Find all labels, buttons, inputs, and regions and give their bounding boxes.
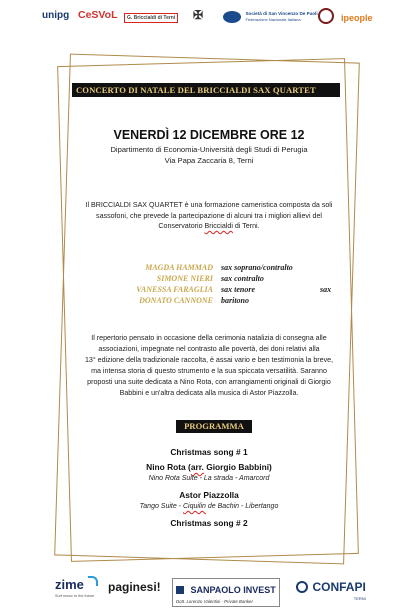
zime-logo-text: zime bbox=[55, 577, 84, 592]
venue-address: Via Papa Zaccaria 8, Terni bbox=[164, 156, 254, 165]
program-song-2: Christmas song # 2 bbox=[170, 518, 248, 528]
zime-tagline: Surf music to the future bbox=[55, 594, 95, 598]
zime-logo bbox=[55, 576, 98, 598]
piazzolla-sub-post: de Bachin - Libertango bbox=[205, 503, 279, 510]
sanpaolo-logo-text: SANPAOLO INVEST bbox=[190, 584, 276, 595]
briccialdi-logo-text: G. Briccialdi di Terni bbox=[127, 15, 176, 21]
performer-name: SIMONE NIERI bbox=[156, 274, 213, 283]
piazzolla-spell-word: Ciquilin bbox=[182, 503, 206, 510]
program-piazzolla: Astor Piazzolla bbox=[179, 490, 239, 500]
performer-role: sax contralto bbox=[221, 274, 264, 283]
intro-line-3 bbox=[60, 221, 358, 231]
performer-role: sax tenore bbox=[221, 285, 255, 294]
intro-line-3-post: di Terni. bbox=[232, 222, 260, 230]
description-line: 13° edizione della tradizionale raccolta, è assai vario e ben testimonia la breve, bbox=[84, 356, 334, 364]
sanpaolo-subtitle: Dott. Lorenzo Valentini - Private Banker bbox=[176, 599, 253, 604]
intro-line-1: Il BRICCIALDI SAX QUARTET è una formazione cameristica composta da soli bbox=[85, 201, 333, 209]
description-line: Babbini e un'altra dedicata alla musica di Astor Piazzolla. bbox=[119, 389, 299, 397]
piazzolla-sub-pre: Tango Suite - bbox=[139, 503, 183, 510]
cesvol-logo-text: CeSVoL bbox=[78, 9, 118, 21]
zime-swoosh-icon bbox=[88, 576, 98, 586]
description-line: Il repertorio pensato in occasione della cerimonia natalizia di consegna alle bbox=[91, 334, 327, 342]
performer-name: VANESSA FARAGLIA bbox=[136, 285, 213, 294]
intro-line-2: sassofoni, che prevede la partecipazione di alcuni tra i migliori allievi del bbox=[96, 211, 322, 220]
program-rota-post: Giorgio Babbini) bbox=[203, 462, 272, 472]
program-rota bbox=[0, 462, 418, 472]
stray-sax-text: sax bbox=[320, 285, 332, 294]
program-rota-subtitle: Nino Rota Suite - La strada - Amarcord bbox=[148, 475, 270, 482]
fish-icon bbox=[223, 11, 241, 23]
san-vincenzo-logo bbox=[223, 8, 318, 26]
paginesi-logo-text: paginesi! bbox=[108, 580, 161, 594]
description-line: ma intensa storia di questo strumento e la sua spiccata versatilità. Saranno bbox=[91, 367, 327, 375]
performer-name: MAGDA HAMMAD bbox=[145, 263, 213, 272]
ipeople-logo bbox=[341, 13, 373, 23]
confapi-logo bbox=[296, 578, 366, 601]
program-rota-pre: Nino Rota ( bbox=[146, 462, 191, 472]
programma-label: PROGRAMMA bbox=[176, 420, 252, 433]
cesvol-logo bbox=[78, 9, 117, 21]
seal-icon bbox=[318, 8, 334, 24]
program-rota-spell-word: arr. bbox=[190, 462, 204, 472]
sanpaolo-logo bbox=[172, 578, 280, 607]
unipg-logo-text: unipg bbox=[42, 10, 70, 21]
crest-icon: ✠ bbox=[193, 8, 204, 22]
ipeople-logo-text: ipeople bbox=[341, 13, 373, 23]
venue-department: Dipartimento di Economia-Università degli Studi di Perugia bbox=[110, 145, 308, 154]
san-vincenzo-line1: Società di San Vincenzo De Paoli bbox=[245, 10, 318, 16]
sanpaolo-emblem-icon bbox=[176, 586, 184, 594]
briccialdi-logo bbox=[124, 13, 178, 23]
event-date: VENERDÌ 12 DICEMBRE ORE 12 bbox=[113, 128, 305, 142]
description-line: proposti una suite dedicata a Nino Rota, con arrangiamenti originali di Giorgio bbox=[87, 378, 331, 386]
description-line: associazioni, impegnate nel contrasto alle povertà, dei doni relativi alla bbox=[98, 345, 320, 353]
intro-spell-word: Briccialdi bbox=[204, 222, 233, 230]
program-song-1: Christmas song # 1 bbox=[170, 447, 248, 457]
performer-role: baritono bbox=[221, 296, 250, 305]
performer-name: DONATO CANNONE bbox=[139, 296, 213, 305]
intro-line-3-pre: Conservatorio bbox=[158, 222, 205, 230]
performer-role: sax soprano/contralto bbox=[221, 263, 293, 272]
paginesi-logo bbox=[108, 580, 161, 594]
unipg-logo bbox=[42, 10, 69, 21]
san-vincenzo-line2: Federazione Nazionale Italiana bbox=[245, 16, 301, 22]
confapi-subtitle: TERNI bbox=[353, 596, 366, 601]
concert-title-bar: CONCERTO DI NATALE DEL BRICCIALDI SAX QUARTET bbox=[72, 83, 340, 97]
confapi-ring-icon bbox=[296, 581, 308, 593]
confapi-logo-text: CONFAPI bbox=[312, 579, 366, 594]
program-piazzolla-subtitle bbox=[0, 503, 418, 510]
